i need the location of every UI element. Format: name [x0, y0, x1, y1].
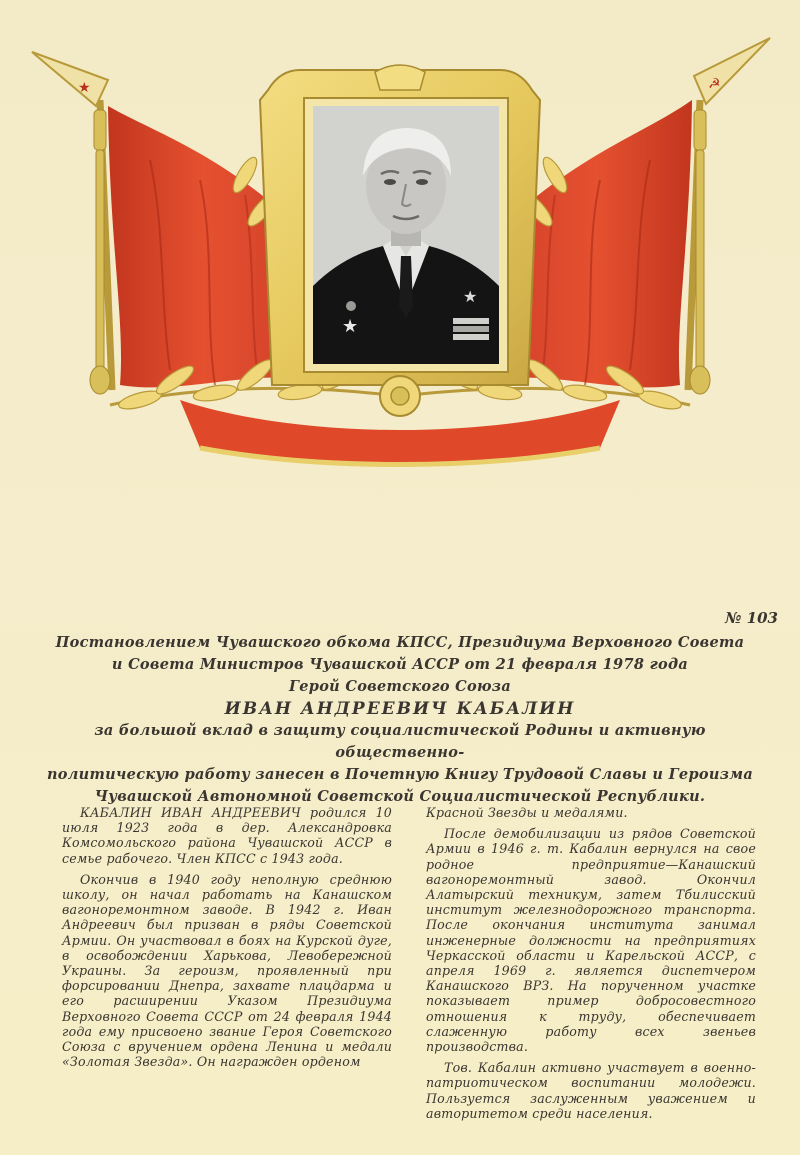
citation-line: за большой вклад в защиту социалистической Родины и активную общественно- — [94, 722, 706, 761]
biography-paragraph: После демобилизации из рядов Советской Армии в 1946 г. т. Кабалин вернулся на свое родное предприятие—Канашский вагоноремонтный завод. Окончил Алатырский техникум, затем Тбилисский институт железнодорожного транспорта. После окончания института занимал инженерные должности на предприятиях Черкасской области и Карельской АССР, с апреля 1969 г. является диспетчером Канашского ВРЗ. На порученном участке показывает пример добросовестного отношения к труду, обеспечивает слаженную работу всех звеньев производства. — [426, 826, 756, 1055]
biography-paragraph: КАБАЛИН ИВАН АНДРЕЕВИЧ родился 10 июля 1923 года в дер. Александровка Комсомольского района Чувашской АССР в семье рабочего. Член КПСС с 1943 года. — [62, 805, 392, 866]
decree-line: и Совета Министров Чувашской АССР от 21 февраля 1978 года — [111, 656, 689, 673]
svg-text:★: ★ — [342, 316, 359, 337]
biography-paragraph: Тов. Кабалин активно участвует в военно-патриотическом воспитании молодежи. Пользуется заслуженным уважением и авторитетом среди населения. — [426, 1060, 756, 1121]
hero-title: Герой Советского Союза — [288, 678, 512, 695]
svg-text:★: ★ — [78, 80, 91, 96]
biography-paragraph: Красной Звезды и медалями. — [426, 805, 628, 820]
decree-header — [40, 632, 760, 808]
svg-text:★: ★ — [463, 287, 478, 306]
document-number: № 103 — [725, 609, 778, 627]
decree-line: Постановлением Чувашского обкома КПСС, Президиума Верховного Совета — [55, 634, 745, 651]
svg-text:☭: ☭ — [708, 76, 721, 92]
citation-line: политическую работу занесен в Почетную Книгу Трудовой Славы и Героизма — [46, 766, 754, 783]
person-name: ИВАН АНДРЕЕВИЧ КАБАЛИН — [224, 699, 576, 719]
portrait-illustration — [313, 106, 499, 364]
biography-right-column — [426, 805, 756, 1127]
biography-left-column — [62, 805, 392, 1075]
biography-paragraph: Окончив в 1940 году неполную среднюю школу, он начал работать на Канашском вагоноремонтном заводе. В 1942 г. Иван Андреевич был призван в ряды Советской Армии. Он участвовал в боях на Курской дуге, в освобождении Харькова, Левобережной Украины. За героизм, проявленный при форсировании Днепра, захвате плацдарма и его расширении Указом Президиума Верховного Совета СССР от 24 февраля 1944 года ему присвоено звание Героя Советского Союза с вручением ордена Ленина и медали «Золотая Звезда». Он награжден орденом — [62, 871, 392, 1070]
portrait-photo — [313, 106, 499, 364]
rosette-ornament — [380, 376, 420, 416]
citation-line: Чувашской Автономной Советской Социалистической Республики. — [94, 788, 706, 805]
